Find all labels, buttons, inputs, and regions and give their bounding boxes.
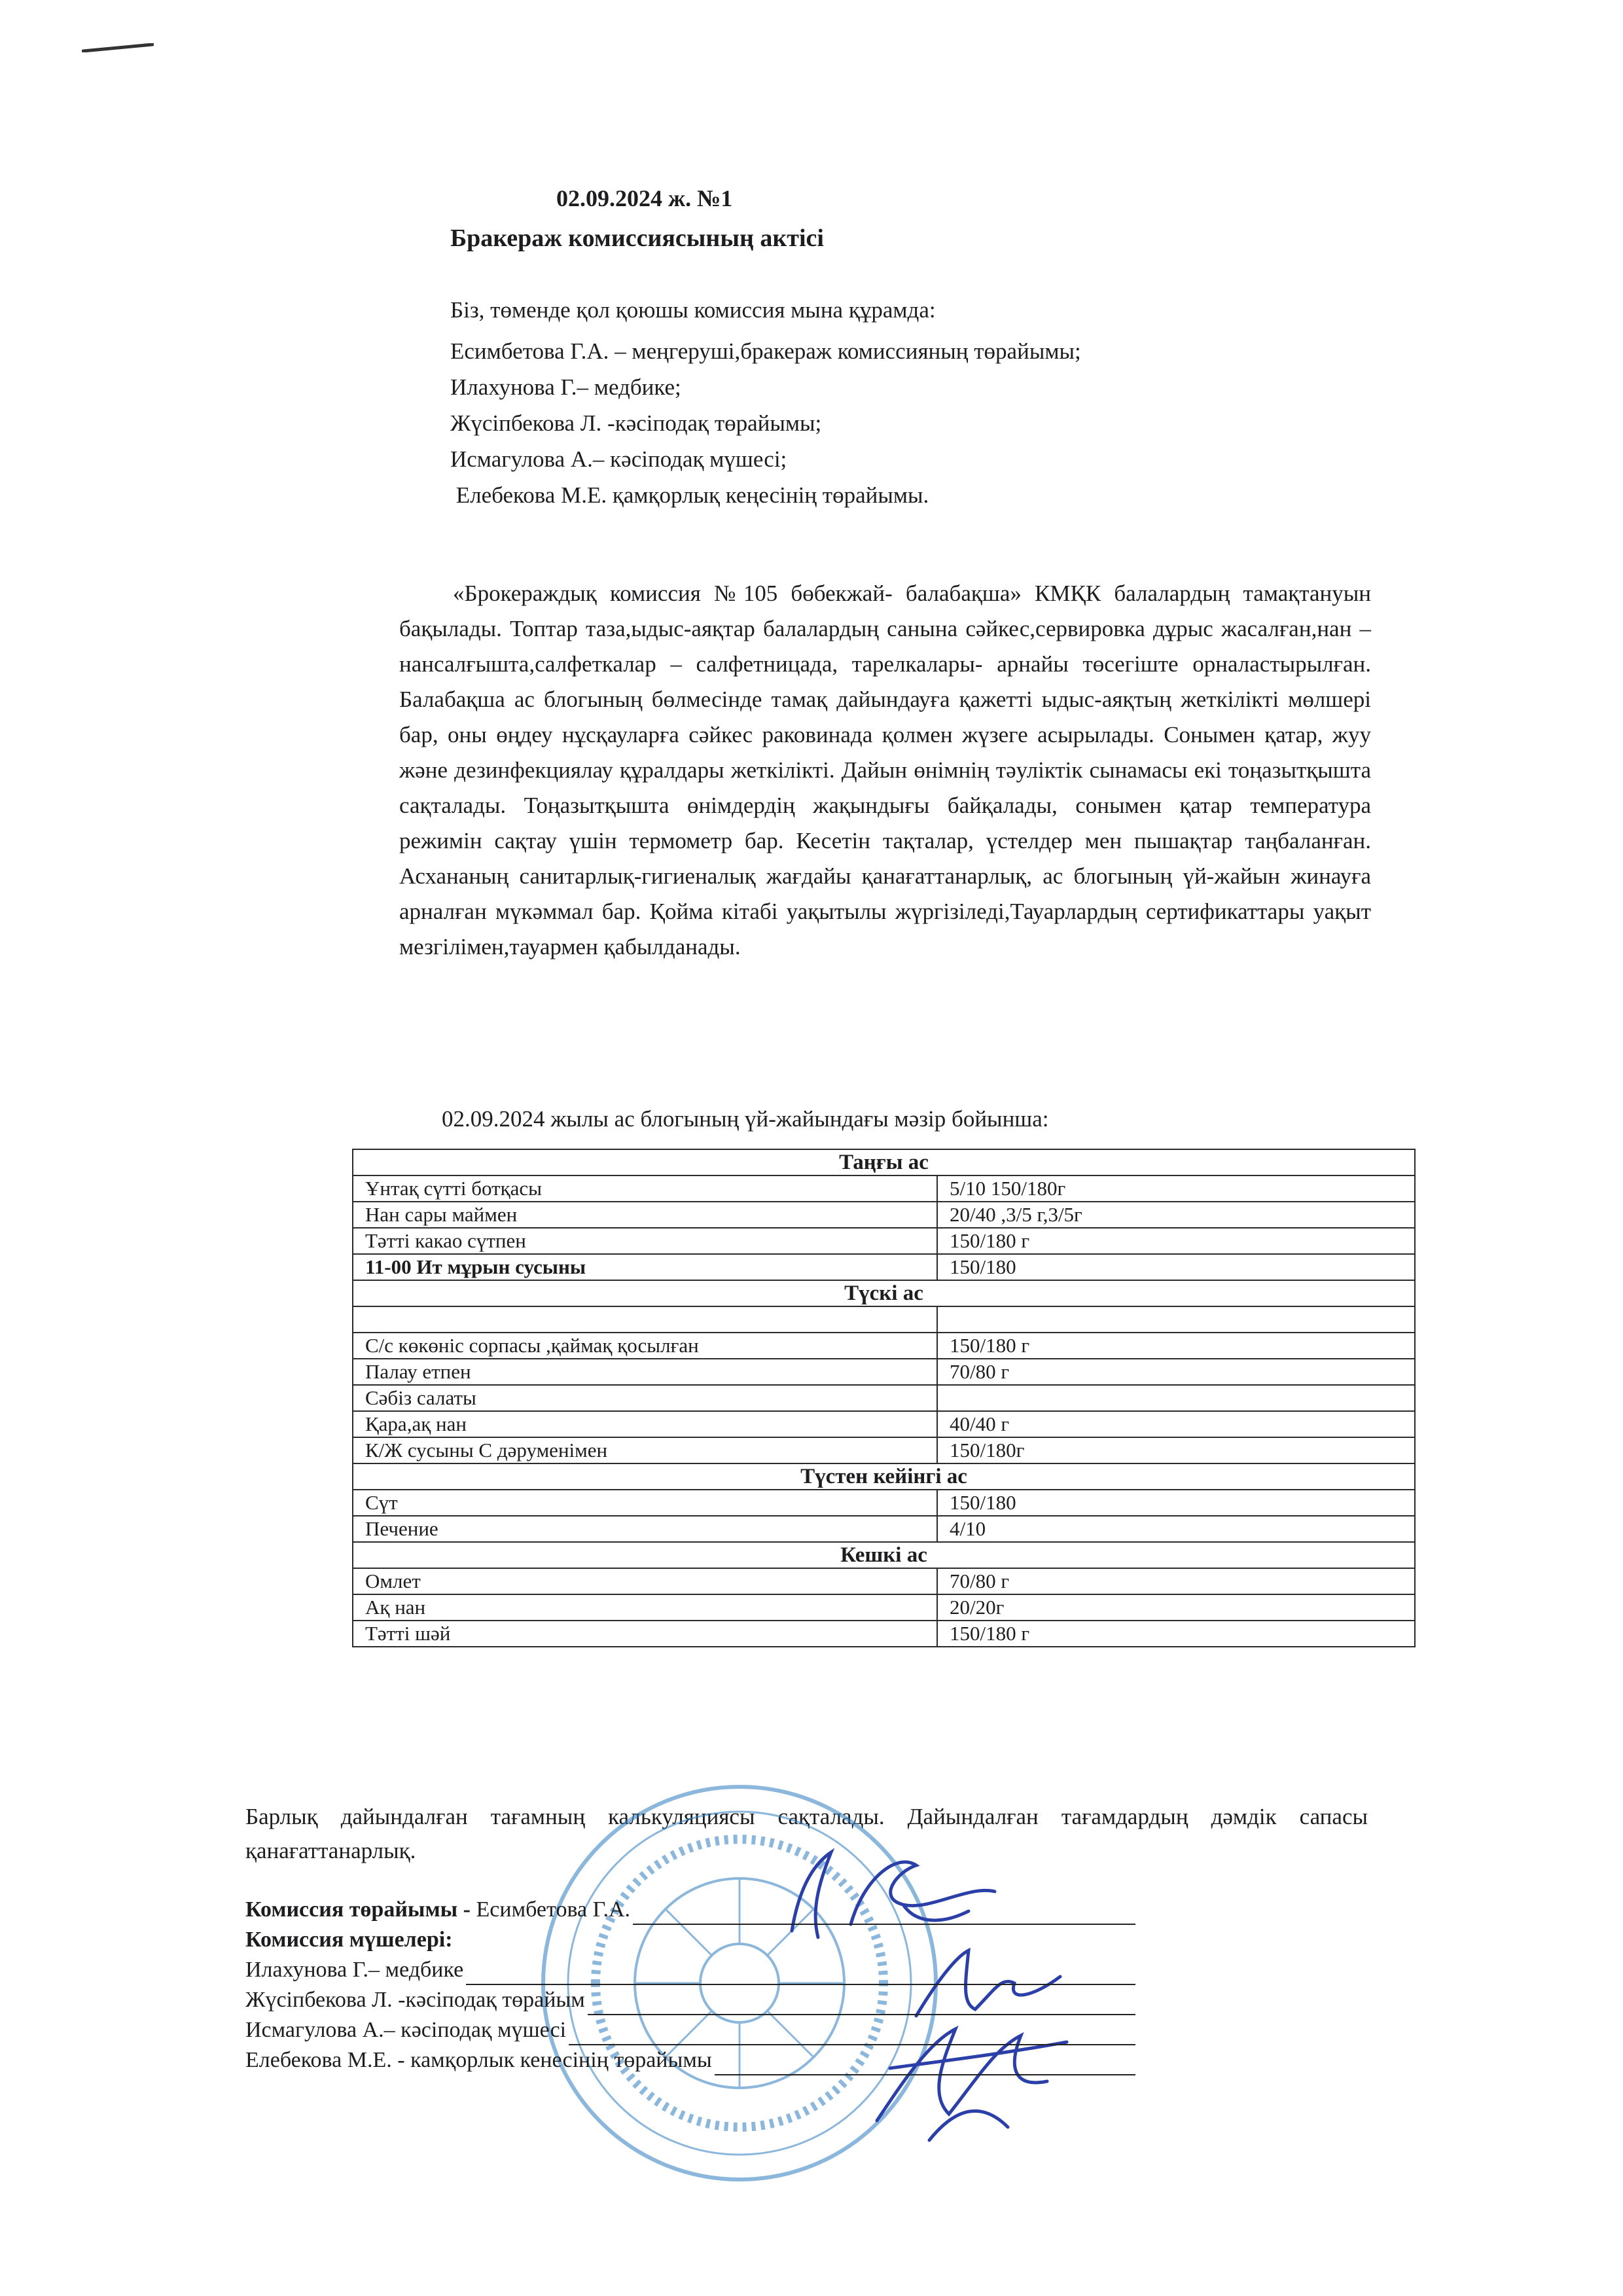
menu-section-title: Түскі ас bbox=[353, 1280, 1415, 1306]
menu-item-row bbox=[353, 1437, 1415, 1463]
portion-size: 4/10 bbox=[937, 1516, 1415, 1542]
members-label: Комиссия мүшелері: bbox=[245, 1928, 453, 1952]
dish-name: Печение bbox=[353, 1516, 937, 1542]
menu-item-row bbox=[353, 1385, 1415, 1411]
portion-size: 150/180 bbox=[937, 1254, 1415, 1280]
portion-size: 150/180 г bbox=[937, 1621, 1415, 1647]
member-signature-line bbox=[245, 1985, 1135, 2015]
portion-size: 5/10 150/180г bbox=[937, 1175, 1415, 1202]
portion-size: 40/40 г bbox=[937, 1411, 1415, 1437]
signature-block bbox=[245, 1895, 1135, 2075]
inspection-paragraph: «Брокераждық комиссия №105 бөбекжай- балабақша» КМҚК балалардың тамақтануын бақылады. Топтар таза,ыдыс-аяқтар балалардың санына сәйкес,сервировка дұрыс жасалған,нан –нансалғышта,салфеткалар – салфетницада, тарелкалары- арнайы төсегіште орналастырылған. Балабақша ас блогының бөлмесінде тамақ дайындауға қажетті ыдыс-аяқтың жеткілікті мөлшері бар, оны өңдеу нұсқауларға сәйкес раковинада қолмен жүзеге асырылады. Сонымен қатар, жуу және дезинфекциялау құралдары жеткілікті. Дайын өнімнің тәуліктік сынамасы екі тоңазытқышта сақталады. Тоңазытқышта өнімдердің жақындығы байқалады, сонымен қатар температура режимін сақтау үшін термометр бар. Кесетін тақталар, үстелдер мен пышақтар таңбаланған. Асхананың санитарлық-гигиеналық жағдайы қанағаттанарлық, ас блогының үй-жайын жинауға арналған мүкәммал бар. Қойма кітабі уақытылы жүргізіледі,Тауарлардың сертификаттары уақыт мезгілімен,тауармен қабылданады. bbox=[399, 581, 1371, 960]
dish-name: К/Ж сусыны С дәруменімен bbox=[353, 1437, 937, 1463]
menu-caption: 02.09.2024 жылы ас блогының үй-жайындағы мәзір бойынша: bbox=[442, 1106, 1049, 1132]
dish-name: Сәбіз салаты bbox=[353, 1385, 937, 1411]
menu-section-title: Түстен кейінгі ас bbox=[353, 1463, 1415, 1490]
menu-item-row bbox=[353, 1359, 1415, 1385]
dish-name: С/с көкөніс сорпасы ,қаймақ қосылған bbox=[353, 1333, 937, 1359]
member-line: Исмагулова А.– кәсіподақ мүшесі; bbox=[450, 446, 787, 472]
menu-item-row bbox=[353, 1516, 1415, 1542]
member-signature-line bbox=[245, 2015, 1135, 2045]
signature-line bbox=[715, 2054, 1135, 2075]
dish-name: Сүт bbox=[353, 1490, 937, 1516]
menu-section-row bbox=[353, 1542, 1415, 1568]
signature-line bbox=[633, 1904, 1135, 1925]
member-line: Илахунова Г.– медбике; bbox=[450, 374, 681, 400]
member-line: Жүсіпбекова Л. -кәсіподақ төрайымы; bbox=[450, 410, 822, 436]
member-signature-line bbox=[245, 1955, 1135, 1985]
dish-name: Қара,ақ нан bbox=[353, 1411, 937, 1437]
menu-item-row bbox=[353, 1228, 1415, 1254]
menu-item-row bbox=[353, 1411, 1415, 1437]
dish-name: Ақ нан bbox=[353, 1594, 937, 1621]
menu-item-row bbox=[353, 1568, 1415, 1594]
dish-name: Тәтті какао сүтпен bbox=[353, 1228, 937, 1254]
dish-name: Тәтті шәй bbox=[353, 1621, 937, 1647]
dish-name: 11-00 Ит мұрын сусыны bbox=[353, 1254, 937, 1280]
members-intro: Біз, төменде қол қоюшы комиссия мына құрамда: bbox=[450, 297, 936, 323]
dish-name bbox=[353, 1306, 937, 1333]
chair-name: Есимбетова Г.А. bbox=[471, 1897, 631, 1922]
menu-item-row bbox=[353, 1254, 1415, 1280]
menu-item-row bbox=[353, 1333, 1415, 1359]
document-title: Бракераж комиссиясының актісі bbox=[450, 224, 824, 252]
portion-size: 150/180 г bbox=[937, 1228, 1415, 1254]
menu-section-title: Кешкі ас bbox=[353, 1542, 1415, 1568]
dish-name: Омлет bbox=[353, 1568, 937, 1594]
menu-item-row bbox=[353, 1490, 1415, 1516]
signature-line bbox=[588, 1994, 1135, 2015]
menu-item-row bbox=[353, 1594, 1415, 1621]
menu-item-row bbox=[353, 1306, 1415, 1333]
portion-size: 150/180 г bbox=[937, 1333, 1415, 1359]
member-name: Елебекова М.Е. - камқорлык кенесінің төрайымы bbox=[245, 2048, 712, 2072]
portion-size bbox=[937, 1385, 1415, 1411]
menu-item-row bbox=[353, 1202, 1415, 1228]
signature-line bbox=[466, 1964, 1135, 1985]
member-name: Жүсіпбекова Л. -кәсіподақ төрайым bbox=[245, 1988, 585, 2012]
conclusion-paragraph: Барлық дайындалған тағамның калькуляциясы сақталады. Дайындалған тағамдардың дәмдік сапасы қанағаттанарлық. bbox=[245, 1804, 1368, 1863]
menu-section-title: Таңғы ас bbox=[353, 1149, 1415, 1175]
member-line: Елебекова М.Е. қамқорлық кеңесінің төрайымы. bbox=[450, 482, 929, 508]
signature-line bbox=[569, 2024, 1135, 2045]
portion-size: 70/80 г bbox=[937, 1359, 1415, 1385]
portion-size: 20/20г bbox=[937, 1594, 1415, 1621]
menu-item-row bbox=[353, 1621, 1415, 1647]
portion-size: 150/180г bbox=[937, 1437, 1415, 1463]
member-line: Есимбетова Г.А. – меңгеруші,бракераж комиссияның төрайымы; bbox=[450, 338, 1081, 364]
member-name: Илахунова Г.– медбике bbox=[245, 1958, 464, 1982]
menu-table bbox=[352, 1149, 1416, 1647]
portion-size: 20/40 ,3/5 г,3/5г bbox=[937, 1202, 1415, 1228]
dish-name: Палау етпен bbox=[353, 1359, 937, 1385]
chair-label: Комиссия төрайымы - bbox=[245, 1897, 471, 1922]
member-signature-line bbox=[245, 2045, 1135, 2075]
portion-size: 70/80 г bbox=[937, 1568, 1415, 1594]
commission-members bbox=[450, 292, 1366, 513]
pen-mark bbox=[82, 43, 154, 52]
menu-section-row bbox=[353, 1463, 1415, 1490]
document-date-number: 02.09.2024 ж. №1 bbox=[556, 185, 733, 211]
menu-item-row bbox=[353, 1175, 1415, 1202]
dish-name: Нан сары маймен bbox=[353, 1202, 937, 1228]
menu-section-row bbox=[353, 1280, 1415, 1306]
portion-size: 150/180 bbox=[937, 1490, 1415, 1516]
dish-name: Ұнтақ сүтті ботқасы bbox=[353, 1175, 937, 1202]
member-name: Исмагулова А.– кәсіподақ мүшесі bbox=[245, 2018, 567, 2042]
chair-signature-line bbox=[245, 1895, 1135, 1925]
portion-size bbox=[937, 1306, 1415, 1333]
menu-section-row bbox=[353, 1149, 1415, 1175]
